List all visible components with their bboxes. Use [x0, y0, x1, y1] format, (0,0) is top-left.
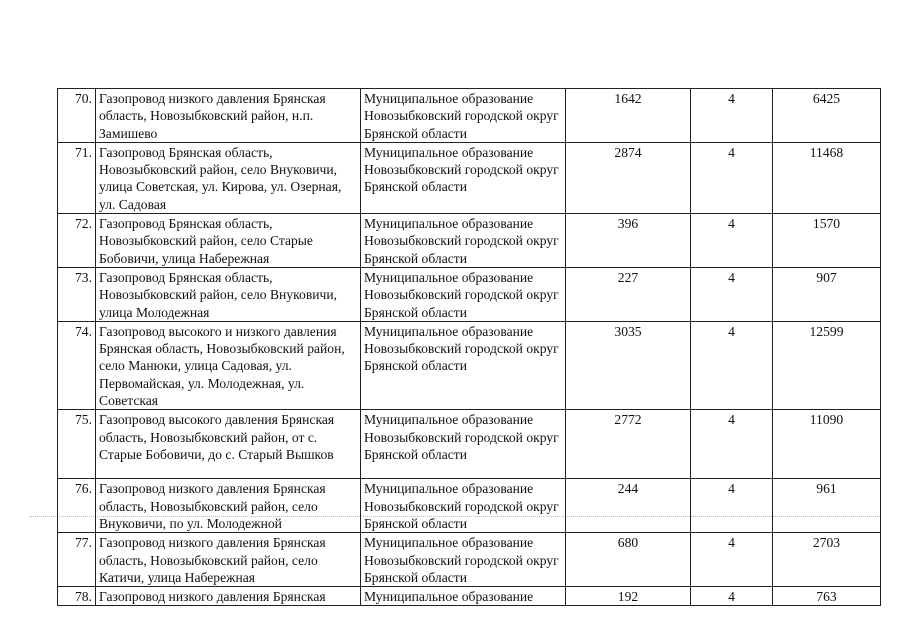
registry-table-body — [58, 89, 881, 606]
value-cell: 907 — [773, 267, 881, 321]
owner-cell: Муниципальное образование Новозыбковский городской округ Брянской области — [361, 142, 566, 213]
row-number-cell: 71. — [58, 142, 96, 213]
owner-cell: Муниципальное образование Новозыбковский городской округ Брянской области — [361, 214, 566, 268]
category-cell: 4 — [691, 410, 773, 479]
pipeline-object-cell: Газопровод высокого и низкого давления Брянская область, Новозыбковский район, село Манюки, улица Садовая, ул. Первомайская, ул. Молодежная, ул. Советская — [96, 321, 361, 409]
table-row — [58, 214, 881, 268]
pipeline-object-cell: Газопровод Брянская область, Новозыбковский район, село Старые Бобовичи, улица Набережная — [96, 214, 361, 268]
pipeline-length-cell: 244 — [566, 479, 691, 533]
pipeline-object-cell: Газопровод Брянская область, Новозыбковский район, село Внуковичи, улица Молодежная — [96, 267, 361, 321]
table-row — [58, 267, 881, 321]
category-cell: 4 — [691, 89, 773, 143]
value-cell: 11468 — [773, 142, 881, 213]
row-number-cell: 76. — [58, 479, 96, 533]
gas-pipeline-registry-table — [57, 88, 881, 606]
category-cell: 4 — [691, 587, 773, 606]
pipeline-object-cell: Газопровод низкого давления Брянская область, Новозыбковский район, н.п. Замишево — [96, 89, 361, 143]
category-cell: 4 — [691, 214, 773, 268]
row-number-cell: 75. — [58, 410, 96, 479]
owner-cell: Муниципальное образование — [361, 587, 566, 606]
pipeline-length-cell: 2772 — [566, 410, 691, 479]
pipeline-object-cell: Газопровод высокого давления Брянская область, Новозыбковский район, от с. Старые Бобовичи, до с. Старый Вышков — [96, 410, 361, 479]
pipeline-length-cell: 192 — [566, 587, 691, 606]
table-row — [58, 142, 881, 213]
row-number-cell: 74. — [58, 321, 96, 409]
pipeline-object-cell: Газопровод низкого давления Брянская область, Новозыбковский район, село Внуковичи, по ул. Молодежной — [96, 479, 361, 533]
row-number-cell: 77. — [58, 533, 96, 587]
value-cell: 1570 — [773, 214, 881, 268]
category-cell: 4 — [691, 267, 773, 321]
pipeline-length-cell: 2874 — [566, 142, 691, 213]
pipeline-length-cell: 3035 — [566, 321, 691, 409]
pipeline-object-cell: Газопровод низкого давления Брянская — [96, 587, 361, 606]
value-cell: 12599 — [773, 321, 881, 409]
owner-cell: Муниципальное образование Новозыбковский городской округ Брянской области — [361, 89, 566, 143]
pipeline-length-cell: 1642 — [566, 89, 691, 143]
owner-cell: Муниципальное образование Новозыбковский городской округ Брянской области — [361, 267, 566, 321]
pipeline-length-cell: 680 — [566, 533, 691, 587]
table-row — [58, 587, 881, 606]
category-cell: 4 — [691, 533, 773, 587]
table-row — [58, 533, 881, 587]
row-number-cell: 72. — [58, 214, 96, 268]
table-row — [58, 410, 881, 479]
pipeline-object-cell: Газопровод Брянская область, Новозыбковский район, село Внуковичи, улица Советская, ул. Кирова, ул. Озерная, ул. Садовая — [96, 142, 361, 213]
table-row — [58, 321, 881, 409]
pipeline-length-cell: 227 — [566, 267, 691, 321]
value-cell: 11090 — [773, 410, 881, 479]
table-row — [58, 89, 881, 143]
owner-cell: Муниципальное образование Новозыбковский городской округ Брянской области — [361, 410, 566, 479]
value-cell: 6425 — [773, 89, 881, 143]
value-cell: 2703 — [773, 533, 881, 587]
table-row — [58, 479, 881, 533]
owner-cell: Муниципальное образование Новозыбковский городской округ Брянской области — [361, 479, 566, 533]
value-cell: 763 — [773, 587, 881, 606]
row-number-cell: 73. — [58, 267, 96, 321]
pipeline-length-cell: 396 — [566, 214, 691, 268]
owner-cell: Муниципальное образование Новозыбковский городской округ Брянской области — [361, 533, 566, 587]
owner-cell: Муниципальное образование Новозыбковский городской округ Брянской области — [361, 321, 566, 409]
row-number-cell: 78. — [58, 587, 96, 606]
pipeline-object-cell: Газопровод низкого давления Брянская область, Новозыбковский район, село Катичи, улица Набережная — [96, 533, 361, 587]
category-cell: 4 — [691, 321, 773, 409]
row-number-cell: 70. — [58, 89, 96, 143]
category-cell: 4 — [691, 479, 773, 533]
value-cell: 961 — [773, 479, 881, 533]
category-cell: 4 — [691, 142, 773, 213]
